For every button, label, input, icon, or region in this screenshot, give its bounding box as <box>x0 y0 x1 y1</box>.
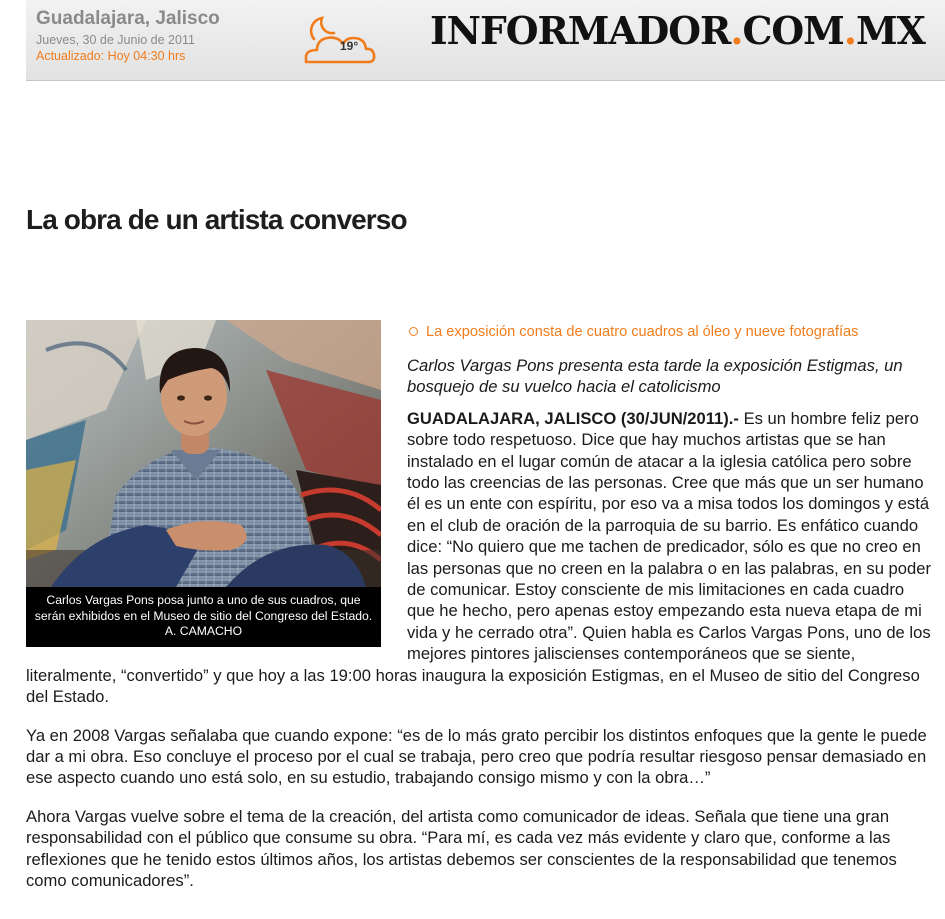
weather-temperature: 19° <box>340 39 359 53</box>
article-dateline: GUADALAJARA, JALISCO (30/JUN/2011).- <box>407 408 739 428</box>
article-figure <box>26 320 381 647</box>
weather-widget <box>296 13 376 65</box>
sun-cloud-icon <box>296 13 376 65</box>
logo-part: INFORMADOR <box>430 8 731 53</box>
logo-part: MX <box>855 8 925 53</box>
header-updated: Actualizado: Hoy 04:30 hrs <box>36 49 186 63</box>
logo-dot: . <box>843 8 856 53</box>
logo-part: COM <box>742 8 844 53</box>
logo-dot: . <box>730 8 743 53</box>
article-paragraph: Ya en 2008 Vargas señalaba que cuando expone: “es de lo más grato percibir los distintos enfoques que la gente le puede dar a mi obra. Eso concluye el proceso por el cual se trabaja, pero creo que podría resultar riesgoso pensar demasiado en ese aspecto cuando uno está solo, en su estudio, trabajando consigo mismo y con la obra…” <box>26 725 927 788</box>
header-date: Jueves, 30 de Junio de 2011 <box>36 33 195 47</box>
article-paragraph: Ahora Vargas vuelve sobre el tema de la creación, del artista como comunicador de ideas. Señala que tiene una gran responsabilidad con el público que consume su obra. “Para mí, es cada vez más evidente y claro que, conforme a las reflexiones que he tenido estos últimos años, los artistas debemos ser conscientes de la responsabilidad que tenemos como comunicadores”. <box>26 806 897 890</box>
article-body <box>26 320 931 908</box>
article-headline: La obra de un artista converso <box>26 204 407 235</box>
header-city: Guadalajara, Jalisco <box>36 8 220 29</box>
summary-bullet-icon <box>409 327 418 336</box>
article-photo <box>26 320 381 587</box>
photo-caption: Carlos Vargas Pons posa junto a uno de sus cuadros, que serán exhibidos en el Museo de sitio del Congreso del Estado. A. CAMACHO <box>26 587 381 647</box>
article-dek: Carlos Vargas Pons presenta esta tarde la exposición Estigmas, un bosquejo de su vuelco hacia el catolicismo <box>407 356 903 397</box>
summary-text: La exposición consta de cuatro cuadros al óleo y nueve fotografías <box>426 324 859 340</box>
lead-text: Es un hombre feliz pero sobre todo respetuoso. Dice que hay muchos artistas que se han instalado en el lugar común de atacar a la iglesia católica pero sobre todo las creencias de las personas. Cree que más que un ser humano él es un ente con espíritu, por eso va a misa todos los domingos y está en el club de oración de la parroquia de su barrio. Es enfático cuando dice: “No quiero que me tachen de predicador, sólo es que no creo en las personas que no creen en la palabra o en las palabras, en su poder de comunicar. Estoy consciente de mis limitaciones en cada cuadro que he hecho, pero apenas estoy empezando esta nueva etapa de mi vida y he cerrado otra”. Quien habla es Carlos Vargas Pons, uno de los mejores pintores jaliscienses contemporáneos que se siente, literalmente, “convertido” y que hoy a las 19:00 horas inaugura la exposición Estigmas, en el Museo de sitio del Congreso del Estado. <box>26 408 931 707</box>
site-header <box>26 0 945 81</box>
site-logo[interactable] <box>430 8 925 53</box>
